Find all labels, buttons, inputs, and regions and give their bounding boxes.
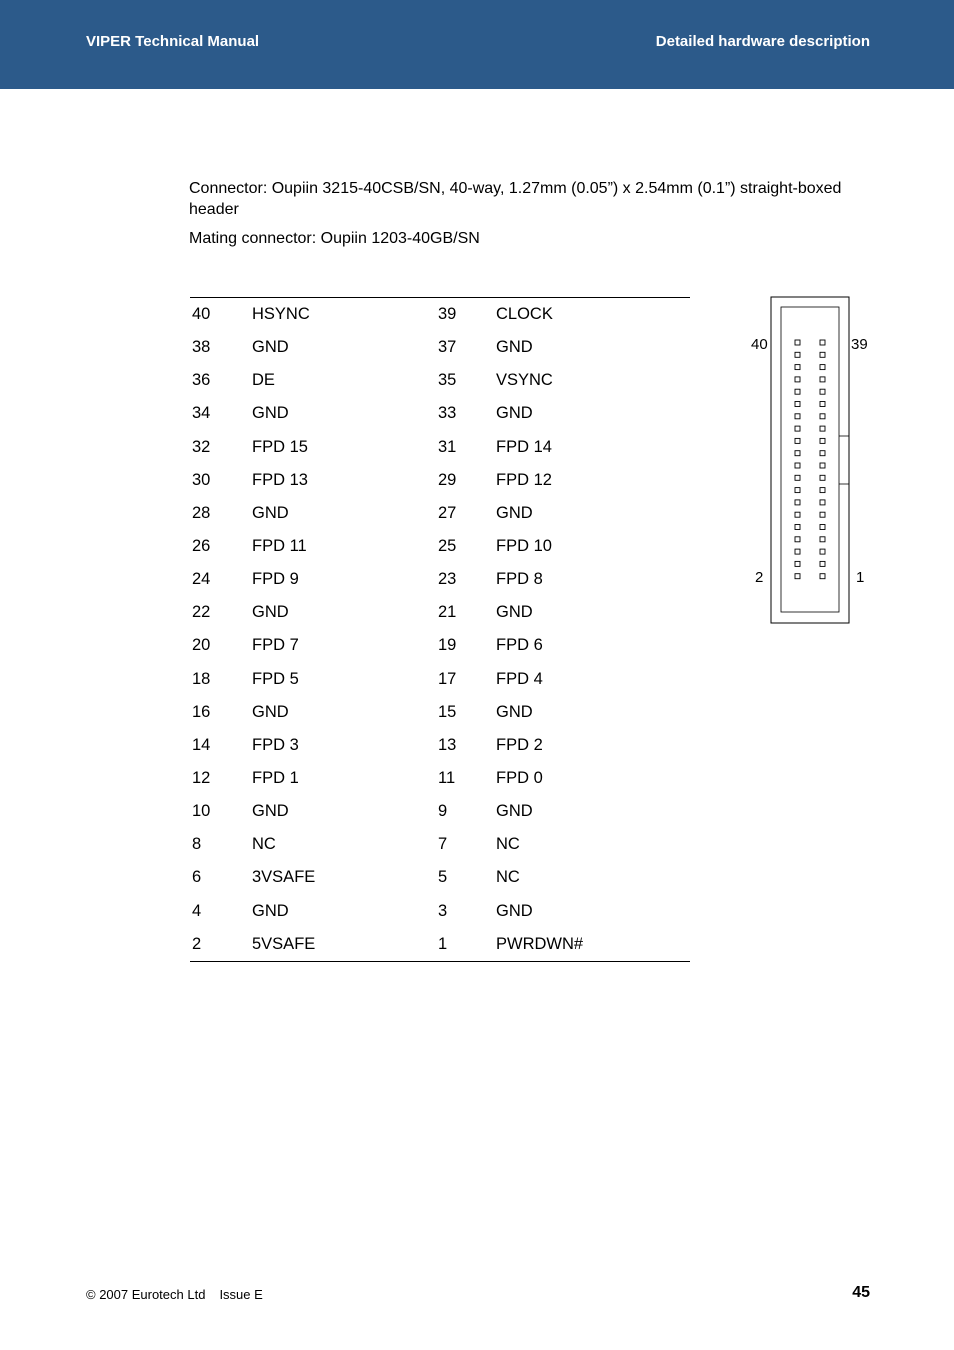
pin-number-even: 12	[192, 769, 211, 788]
pin-square	[820, 352, 825, 357]
pin-number-even: 20	[192, 636, 211, 655]
pin-label-1: 1	[856, 569, 865, 586]
pin-square	[795, 389, 800, 394]
pin-number-even: 28	[192, 503, 211, 522]
pin-square	[795, 561, 800, 566]
pin-number-even: 26	[192, 537, 211, 556]
table-row	[190, 297, 690, 331]
table-row	[190, 795, 690, 828]
table-row	[190, 464, 690, 497]
signal-name-odd: NC	[496, 835, 520, 854]
connector-outline	[771, 297, 849, 623]
signal-name-odd: FPD 2	[496, 735, 543, 754]
pin-number-odd: 25	[438, 537, 457, 556]
signal-name-even: FPD 11	[252, 537, 307, 556]
signal-name-odd: FPD 10	[496, 537, 552, 556]
signal-name-odd: PWRDWN#	[494, 928, 690, 962]
pin-number-odd: 35	[438, 371, 457, 390]
pin-square	[820, 512, 825, 517]
pin-square	[820, 475, 825, 480]
table-row	[190, 663, 690, 696]
pin-square	[795, 549, 800, 554]
pin-square	[820, 549, 825, 554]
table-row	[190, 563, 690, 596]
connector-diagram	[740, 290, 880, 630]
pin-square	[820, 574, 825, 579]
pin-square	[820, 414, 825, 419]
pin-number-odd: 39	[436, 297, 494, 331]
pin-number-odd: 5	[438, 868, 448, 887]
signal-name-even: GND	[252, 603, 289, 622]
pin-square	[820, 389, 825, 394]
connector-inner	[781, 307, 839, 612]
signal-name-odd: FPD 0	[496, 769, 543, 788]
pin-number-even: 38	[192, 338, 211, 357]
table-row	[190, 629, 690, 662]
pin-number-even: 32	[192, 437, 211, 456]
section-title: Detailed hardware description	[655, 33, 870, 50]
table-row	[190, 828, 690, 861]
page-header	[0, 0, 954, 89]
pin-square	[820, 463, 825, 468]
pin-number-even: 10	[192, 802, 211, 821]
pin-label-2: 2	[755, 569, 764, 586]
pin-square	[820, 488, 825, 493]
pin-square	[820, 500, 825, 505]
pin-square	[795, 500, 800, 505]
signal-name-even: FPD 9	[252, 570, 299, 589]
signal-name-odd: GND	[496, 901, 533, 920]
pin-number-even: 36	[192, 371, 211, 390]
pin-square	[795, 340, 800, 345]
signal-name-odd: FPD 12	[496, 470, 552, 489]
pin-number-odd: 29	[438, 470, 457, 489]
table-row	[190, 928, 690, 962]
table-row	[190, 331, 690, 364]
pin-square	[795, 438, 800, 443]
pin-square	[820, 426, 825, 431]
issue: Issue E	[219, 1287, 263, 1302]
copyright: © 2007 Eurotech Ltd	[86, 1287, 206, 1302]
pin-number-even: 14	[192, 735, 211, 754]
table-row	[190, 530, 690, 563]
pin-number-even: 34	[192, 404, 211, 423]
pin-square	[820, 438, 825, 443]
signal-name-odd: GND	[496, 503, 533, 522]
pin-number-odd: 3	[438, 901, 448, 920]
table-row	[190, 762, 690, 795]
signal-name-even: 3VSAFE	[252, 868, 316, 887]
pin-label-40: 40	[751, 336, 768, 353]
pin-square	[795, 574, 800, 579]
pin-number-odd: 33	[438, 404, 457, 423]
pin-number-odd: 9	[438, 802, 448, 821]
signal-name-odd: FPD 6	[496, 636, 543, 655]
signal-name-even: NC	[252, 835, 276, 854]
pin-square	[820, 537, 825, 542]
table-row	[190, 497, 690, 530]
pinout-table	[190, 297, 690, 962]
pin-square	[795, 365, 800, 370]
pin-square	[795, 451, 800, 456]
footer-left	[86, 1287, 263, 1302]
signal-name-even: FPD 1	[252, 769, 299, 788]
connector-description: Connector: Oupiin 3215-40CSB/SN, 40-way, 1.27mm (0.05”) x 2.54mm (0.1”) straight-boxed header	[189, 180, 842, 218]
table-row	[190, 431, 690, 464]
signal-name-even: GND	[252, 338, 289, 357]
table-row	[190, 861, 690, 894]
pin-square	[795, 426, 800, 431]
signal-name-even: GND	[252, 404, 289, 423]
table-row	[190, 397, 690, 430]
pin-number-even: 4	[192, 901, 202, 920]
pin-number-odd: 27	[438, 503, 457, 522]
table-row	[190, 696, 690, 729]
signal-name-even: FPD 3	[252, 735, 299, 754]
pin-square	[795, 377, 800, 382]
pin-square	[820, 402, 825, 407]
signal-name-odd: GND	[496, 404, 533, 423]
signal-name-odd: GND	[496, 802, 533, 821]
signal-name-even: FPD 15	[252, 437, 308, 456]
pin-square	[795, 414, 800, 419]
pin-square	[820, 561, 825, 566]
pin-square	[820, 525, 825, 530]
signal-name-odd: VSYNC	[496, 371, 553, 390]
pin-number-even: 8	[192, 835, 202, 854]
pin-square	[795, 488, 800, 493]
mating-connector-description: Mating connector: Oupiin 1203-40GB/SN	[189, 230, 480, 247]
signal-name-odd: FPD 8	[496, 570, 543, 589]
pin-number-even: 18	[192, 669, 211, 688]
signal-name-even: GND	[252, 901, 289, 920]
pin-number-even: 22	[192, 603, 211, 622]
signal-name-even: FPD 13	[252, 470, 308, 489]
pin-number-odd: 7	[438, 835, 448, 854]
pin-number-odd: 13	[438, 735, 457, 754]
pin-number-odd: 17	[438, 669, 457, 688]
pin-square	[820, 365, 825, 370]
pin-number-even: 24	[192, 570, 211, 589]
pin-square	[820, 340, 825, 345]
signal-name-odd: NC	[496, 868, 520, 887]
pin-number-odd: 37	[438, 338, 457, 357]
signal-name-even: GND	[252, 702, 289, 721]
pin-number-odd: 15	[438, 702, 457, 721]
pin-number-even: 6	[192, 868, 202, 887]
pin-square	[820, 451, 825, 456]
pin-square	[795, 512, 800, 517]
pin-square	[795, 402, 800, 407]
table-row	[190, 729, 690, 762]
pin-square	[820, 377, 825, 382]
pin-number-odd: 23	[438, 570, 457, 589]
page-number: 45	[852, 1284, 870, 1301]
manual-title: VIPER Technical Manual	[86, 33, 260, 50]
signal-name-odd: GND	[496, 338, 533, 357]
pin-number-even: 30	[192, 470, 211, 489]
pin-number-even: 2	[190, 928, 250, 962]
signal-name-even: GND	[252, 802, 289, 821]
pin-square	[795, 463, 800, 468]
signal-name-even: GND	[252, 503, 289, 522]
table-row	[190, 895, 690, 928]
table-row	[190, 596, 690, 629]
signal-name-even: FPD 7	[252, 636, 299, 655]
pin-square	[795, 537, 800, 542]
pin-square	[795, 475, 800, 480]
pin-number-even: 16	[192, 702, 211, 721]
signal-name-odd: GND	[496, 603, 533, 622]
signal-name-even: 5VSAFE	[250, 928, 436, 962]
pin-square	[795, 525, 800, 530]
pin-number-odd: 31	[438, 437, 457, 456]
pin-number-even: 40	[190, 297, 250, 331]
signal-name-even: FPD 5	[252, 669, 299, 688]
signal-name-even: HSYNC	[250, 297, 436, 331]
pin-array	[795, 340, 825, 579]
pin-number-odd: 11	[438, 769, 456, 788]
signal-name-odd: FPD 14	[496, 437, 552, 456]
table-row	[190, 364, 690, 397]
pin-number-odd: 1	[436, 928, 494, 962]
signal-name-even: DE	[252, 371, 275, 390]
pin-number-odd: 19	[438, 636, 457, 655]
pin-label-39: 39	[851, 336, 868, 353]
signal-name-odd: CLOCK	[494, 297, 690, 331]
signal-name-odd: FPD 4	[496, 669, 543, 688]
pin-number-odd: 21	[438, 603, 457, 622]
pin-square	[795, 352, 800, 357]
signal-name-odd: GND	[496, 702, 533, 721]
